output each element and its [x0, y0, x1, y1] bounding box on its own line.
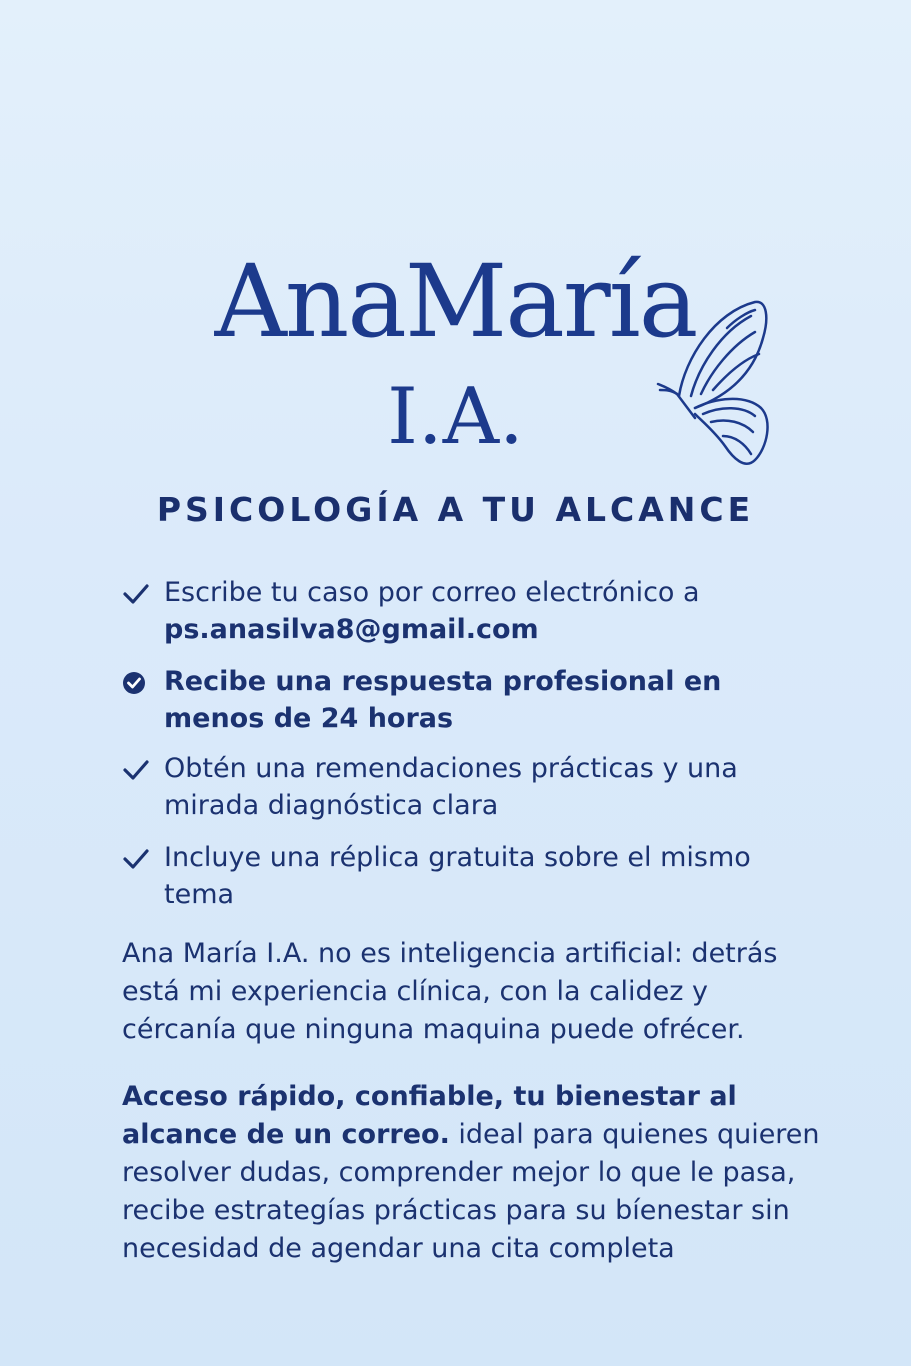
email-link[interactable]: ps.anasilva8@gmail.com — [164, 614, 539, 645]
feature-list — [122, 574, 822, 928]
check-circle-icon — [122, 671, 150, 695]
brand-subtitle: I.A. — [387, 372, 524, 462]
list-item-text: Incluye una réplica gratuita sobre el mismo tema — [164, 842, 751, 910]
list-item-text: Recibe una respuesta profesional en menos de 24 horas — [164, 666, 722, 734]
brand-title: AnaMaría — [214, 243, 697, 360]
check-icon — [122, 847, 150, 871]
butterfly-icon — [655, 298, 773, 468]
tagline: PSICOLOGÍA A TU ALCANCE — [156, 490, 755, 529]
list-item-text: Escribe tu caso por correo electrónico a — [164, 577, 700, 608]
check-icon — [122, 758, 150, 782]
list-item — [122, 750, 822, 824]
check-icon — [122, 582, 150, 606]
closing-lead: Acceso rápido, confiable, tu bienestar al alcance de un correo. — [122, 1081, 737, 1150]
list-item-text: Obtén una remendaciones prácticas y una mirada diagnóstica clara — [164, 753, 738, 821]
list-item — [122, 663, 822, 737]
list-item — [122, 839, 822, 913]
description-paragraph: Ana María I.A. no es inteligencia artificial: detrás está mi experiencia clínica, con la calidez y cércanía que ninguna maquina puede ofrécer. — [122, 938, 778, 1045]
list-item — [122, 574, 822, 648]
closing-text: ideal para quienes quieren resolver dudas, comprender mejor lo que le pasa, recibe estrategías prácticas para su bíenestar sin necesidad de agendar una cita completa — [122, 1119, 820, 1264]
closing-paragraph — [122, 1078, 822, 1268]
